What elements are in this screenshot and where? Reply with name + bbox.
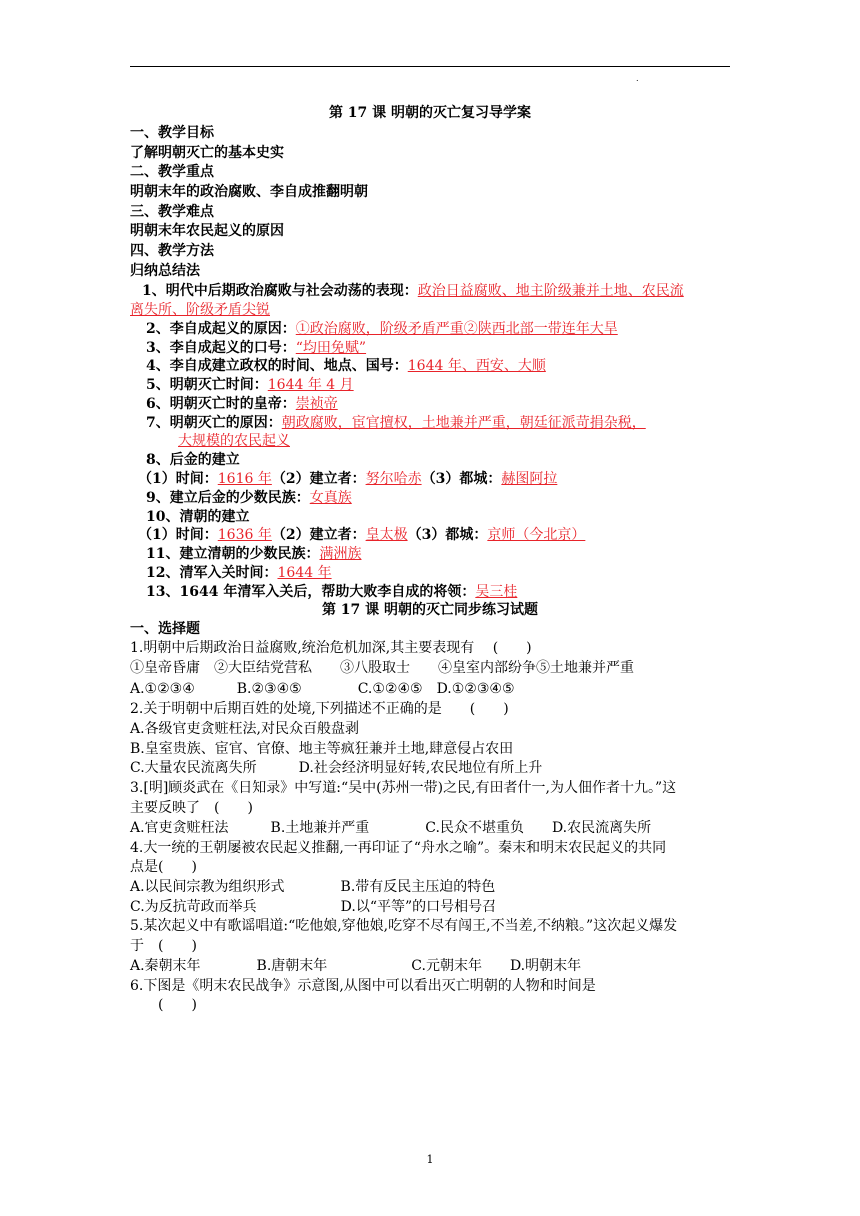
exercise-line: 于 ( ) — [130, 938, 197, 954]
exercise-line: B.皇室贵族、宦官、官僚、地主等疯狂兼并土地,肆意侵占农田 — [130, 741, 514, 757]
exercise-line: C.大量农民流离失所 D.社会经济明显好转,农民地位有所上升 — [130, 760, 543, 776]
guide-item-6: 6、明朝灭亡时的皇帝：崇祯帝 — [146, 396, 338, 412]
exercise-line: 5.某次起义中有歌谣唱道:“吃他娘,穿他娘,吃穿不尽有闯王,不当差,不纳粮。”这次起义爆发 — [130, 918, 678, 934]
exercise-line: 4.大一统的王朝屡被农民起义推翻,一再印证了“舟水之喻”。秦末和明末农民起义的共同 — [130, 840, 667, 856]
guide-item-9: 9、建立后金的少数民族：女真族 — [146, 490, 352, 506]
guide-item-11: 11、建立清朝的少数民族：满洲族 — [146, 546, 362, 562]
exercise-line: ( ) — [130, 997, 197, 1013]
exercise-line: A.秦朝末年 B.唐朝末年 C.元朝末年 D.明朝末年 — [130, 958, 582, 974]
heading-key-points: 二、教学重点 — [130, 164, 214, 180]
guide-item-8-detail: （1）时间：1616 年（2）建立者：努尔哈赤（3）都城：赫图阿拉 — [138, 471, 558, 487]
heading-difficulties: 三、教学难点 — [130, 204, 214, 220]
methods-text: 归纳总结法 — [130, 263, 200, 279]
exercise-line: 6.下图是《明末农民战争》示意图,从图中可以看出灭亡明朝的人物和时间是 — [130, 978, 596, 994]
key-points-text: 明朝末年的政治腐败、李自成推翻明朝 — [130, 184, 368, 200]
exercise-line: 点是( ) — [130, 859, 197, 875]
difficulties-text: 明朝末年农民起义的原因 — [130, 223, 284, 239]
guide-item-5: 5、明朝灭亡时间：1644 年 4 月 — [146, 377, 354, 393]
guide-item-10: 10、清朝的建立 — [146, 509, 250, 525]
objectives-text: 了解明朝灭亡的基本史实 — [130, 145, 284, 161]
guide-item-8: 8、后金的建立 — [146, 452, 240, 468]
guide-item-4: 4、李自成建立政权的时间、地点、国号：1644 年、西安、大顺 — [146, 358, 546, 374]
section-heading: 一、选择题 — [130, 621, 200, 637]
guide-item-7-cont: 大规模的农民起义 — [178, 433, 290, 449]
guide-item-13: 13、1644 年清军入关后，帮助大败李自成的将领：吴三桂 — [146, 584, 518, 600]
guide-item-12: 12、清军入关时间：1644 年 — [146, 565, 332, 581]
guide-item-1-cont: 离失所、阶级矛盾尖锐 — [130, 302, 270, 318]
exercise-title: 第 17 课 明朝的灭亡同步练习试题 — [321, 602, 539, 618]
exercise-line: A.各级官吏贪赃枉法,对民众百般盘剥 — [130, 721, 360, 737]
heading-methods: 四、教学方法 — [130, 243, 214, 259]
guide-item-10-detail: （1）时间：1636 年（2）建立者：皇太极（3）都城：京师（今北京） — [138, 527, 586, 543]
exercise-line: C.为反抗苛政而举兵 D.以“平等”的口号相号召 — [130, 899, 497, 915]
exercise-line: 2.关于明朝中后期百姓的处境,下列描述不正确的是 ( ) — [130, 701, 509, 717]
guide-title: 第 17 课 明朝的灭亡复习导学案 — [328, 105, 532, 121]
exercise-line: A.以民间宗教为组织形式 B.带有反民主压迫的特色 — [130, 879, 496, 895]
header-mark: . — [636, 74, 639, 83]
exercise-line: A.①②③④ B.②③④⑤ C.①②④⑤ D.①②③④⑤ — [130, 681, 515, 697]
exercise-line: A.官吏贪赃枉法 B.土地兼并严重 C.民众不堪重负 D.农民流离失所 — [130, 820, 652, 836]
guide-item-7: 7、明朝灭亡的原因：朝政腐败，宦官擅权，土地兼并严重，朝廷征派苛捐杂税， — [146, 415, 646, 431]
header-rule — [130, 66, 730, 67]
exercise-line: 主要反映了 ( ) — [130, 800, 253, 816]
guide-item-2: 2、李自成起义的原因：①政治腐败，阶级矛盾严重②陕西北部一带连年大旱 — [146, 321, 618, 337]
heading-objectives: 一、教学目标 — [130, 125, 214, 141]
guide-item-3: 3、李自成起义的口号：“均田免赋” — [146, 340, 367, 356]
guide-item-1: 1、明代中后期政治腐败与社会动荡的表现：政治日益腐败、地主阶级兼并土地、农民流 — [142, 283, 684, 299]
exercise-line: ①皇帝昏庸 ②大臣结党营私 ③八股取士 ④皇室内部纷争⑤土地兼并严重 — [130, 660, 634, 676]
page-number: 1 — [426, 1153, 434, 1166]
exercise-line: 1.明朝中后期政治日益腐败,统治危机加深,其主要表现有 ( ) — [130, 640, 532, 656]
exercise-line: 3.[明]顾炎武在《日知录》中写道:“吴中(苏州一带)之民,有田者什一,为人佃作者十九。”这 — [130, 780, 677, 796]
